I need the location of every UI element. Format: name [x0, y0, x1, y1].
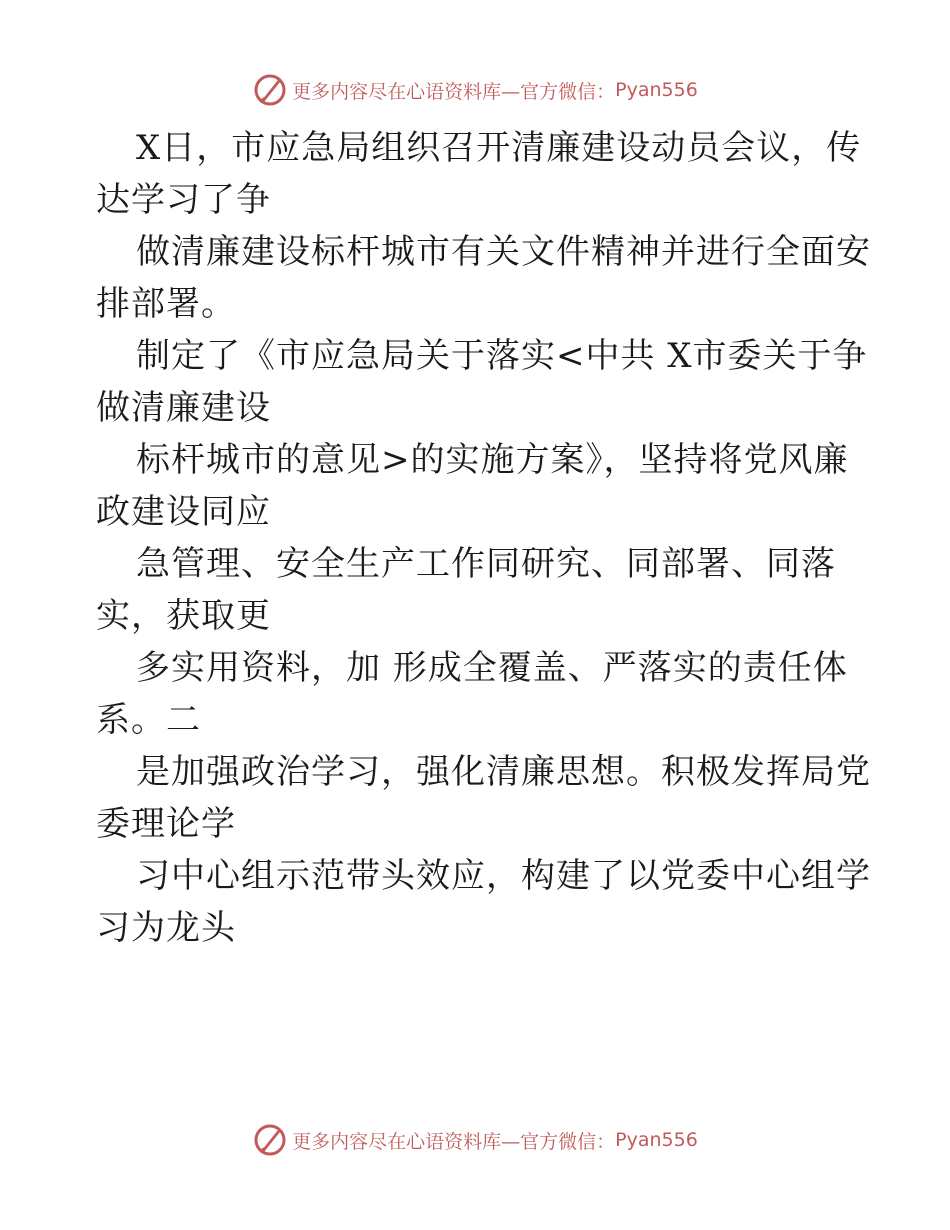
quill-pen-logo-icon: [252, 72, 288, 108]
body-line: 做清廉建设: [96, 388, 271, 428]
body-line: 政建设同应: [96, 492, 271, 532]
footer-banner-wechat-id: Pyan556: [615, 1129, 698, 1151]
header-banner: [0, 70, 950, 110]
document-body: [96, 122, 896, 954]
body-line: 急管理、安全生产工作同研究、同部署、同落: [136, 544, 836, 584]
body-line: 习中心组示范带头效应，构建了以党委中心组学: [136, 856, 871, 896]
quill-pen-logo-icon: [252, 1122, 288, 1158]
body-line: X日，市应急局组织召开清廉建设动员会议，传: [136, 128, 862, 168]
body-line: 习为龙头: [96, 908, 236, 948]
body-line: 实，获取更: [96, 596, 271, 636]
body-line: 系。二: [96, 700, 201, 740]
body-line: 排部署。: [96, 284, 236, 324]
body-line: 标杆城市的意见>的实施方案》，坚持将党风廉: [136, 440, 849, 480]
body-line: 达学习了争: [96, 180, 271, 220]
body-line: 制定了《市应急局关于落实<中共 X市委关于争: [136, 336, 868, 376]
body-line: 多实用资料，加 形成全覆盖、严落实的责任体: [136, 648, 848, 688]
body-line: 委理论学: [96, 804, 236, 844]
footer-banner-text: 更多内容尽在心语资料库—官方微信：: [292, 1130, 616, 1153]
footer-banner: [0, 1120, 950, 1160]
header-banner-text: 更多内容尽在心语资料库—官方微信：: [292, 80, 616, 103]
header-banner-wechat-id: Pyan556: [615, 79, 698, 101]
body-line: 是加强政治学习，强化清廉思想。积极发挥局党: [136, 752, 871, 792]
body-line: 做清廉建设标杆城市有关文件精神并进行全面安: [136, 232, 871, 272]
